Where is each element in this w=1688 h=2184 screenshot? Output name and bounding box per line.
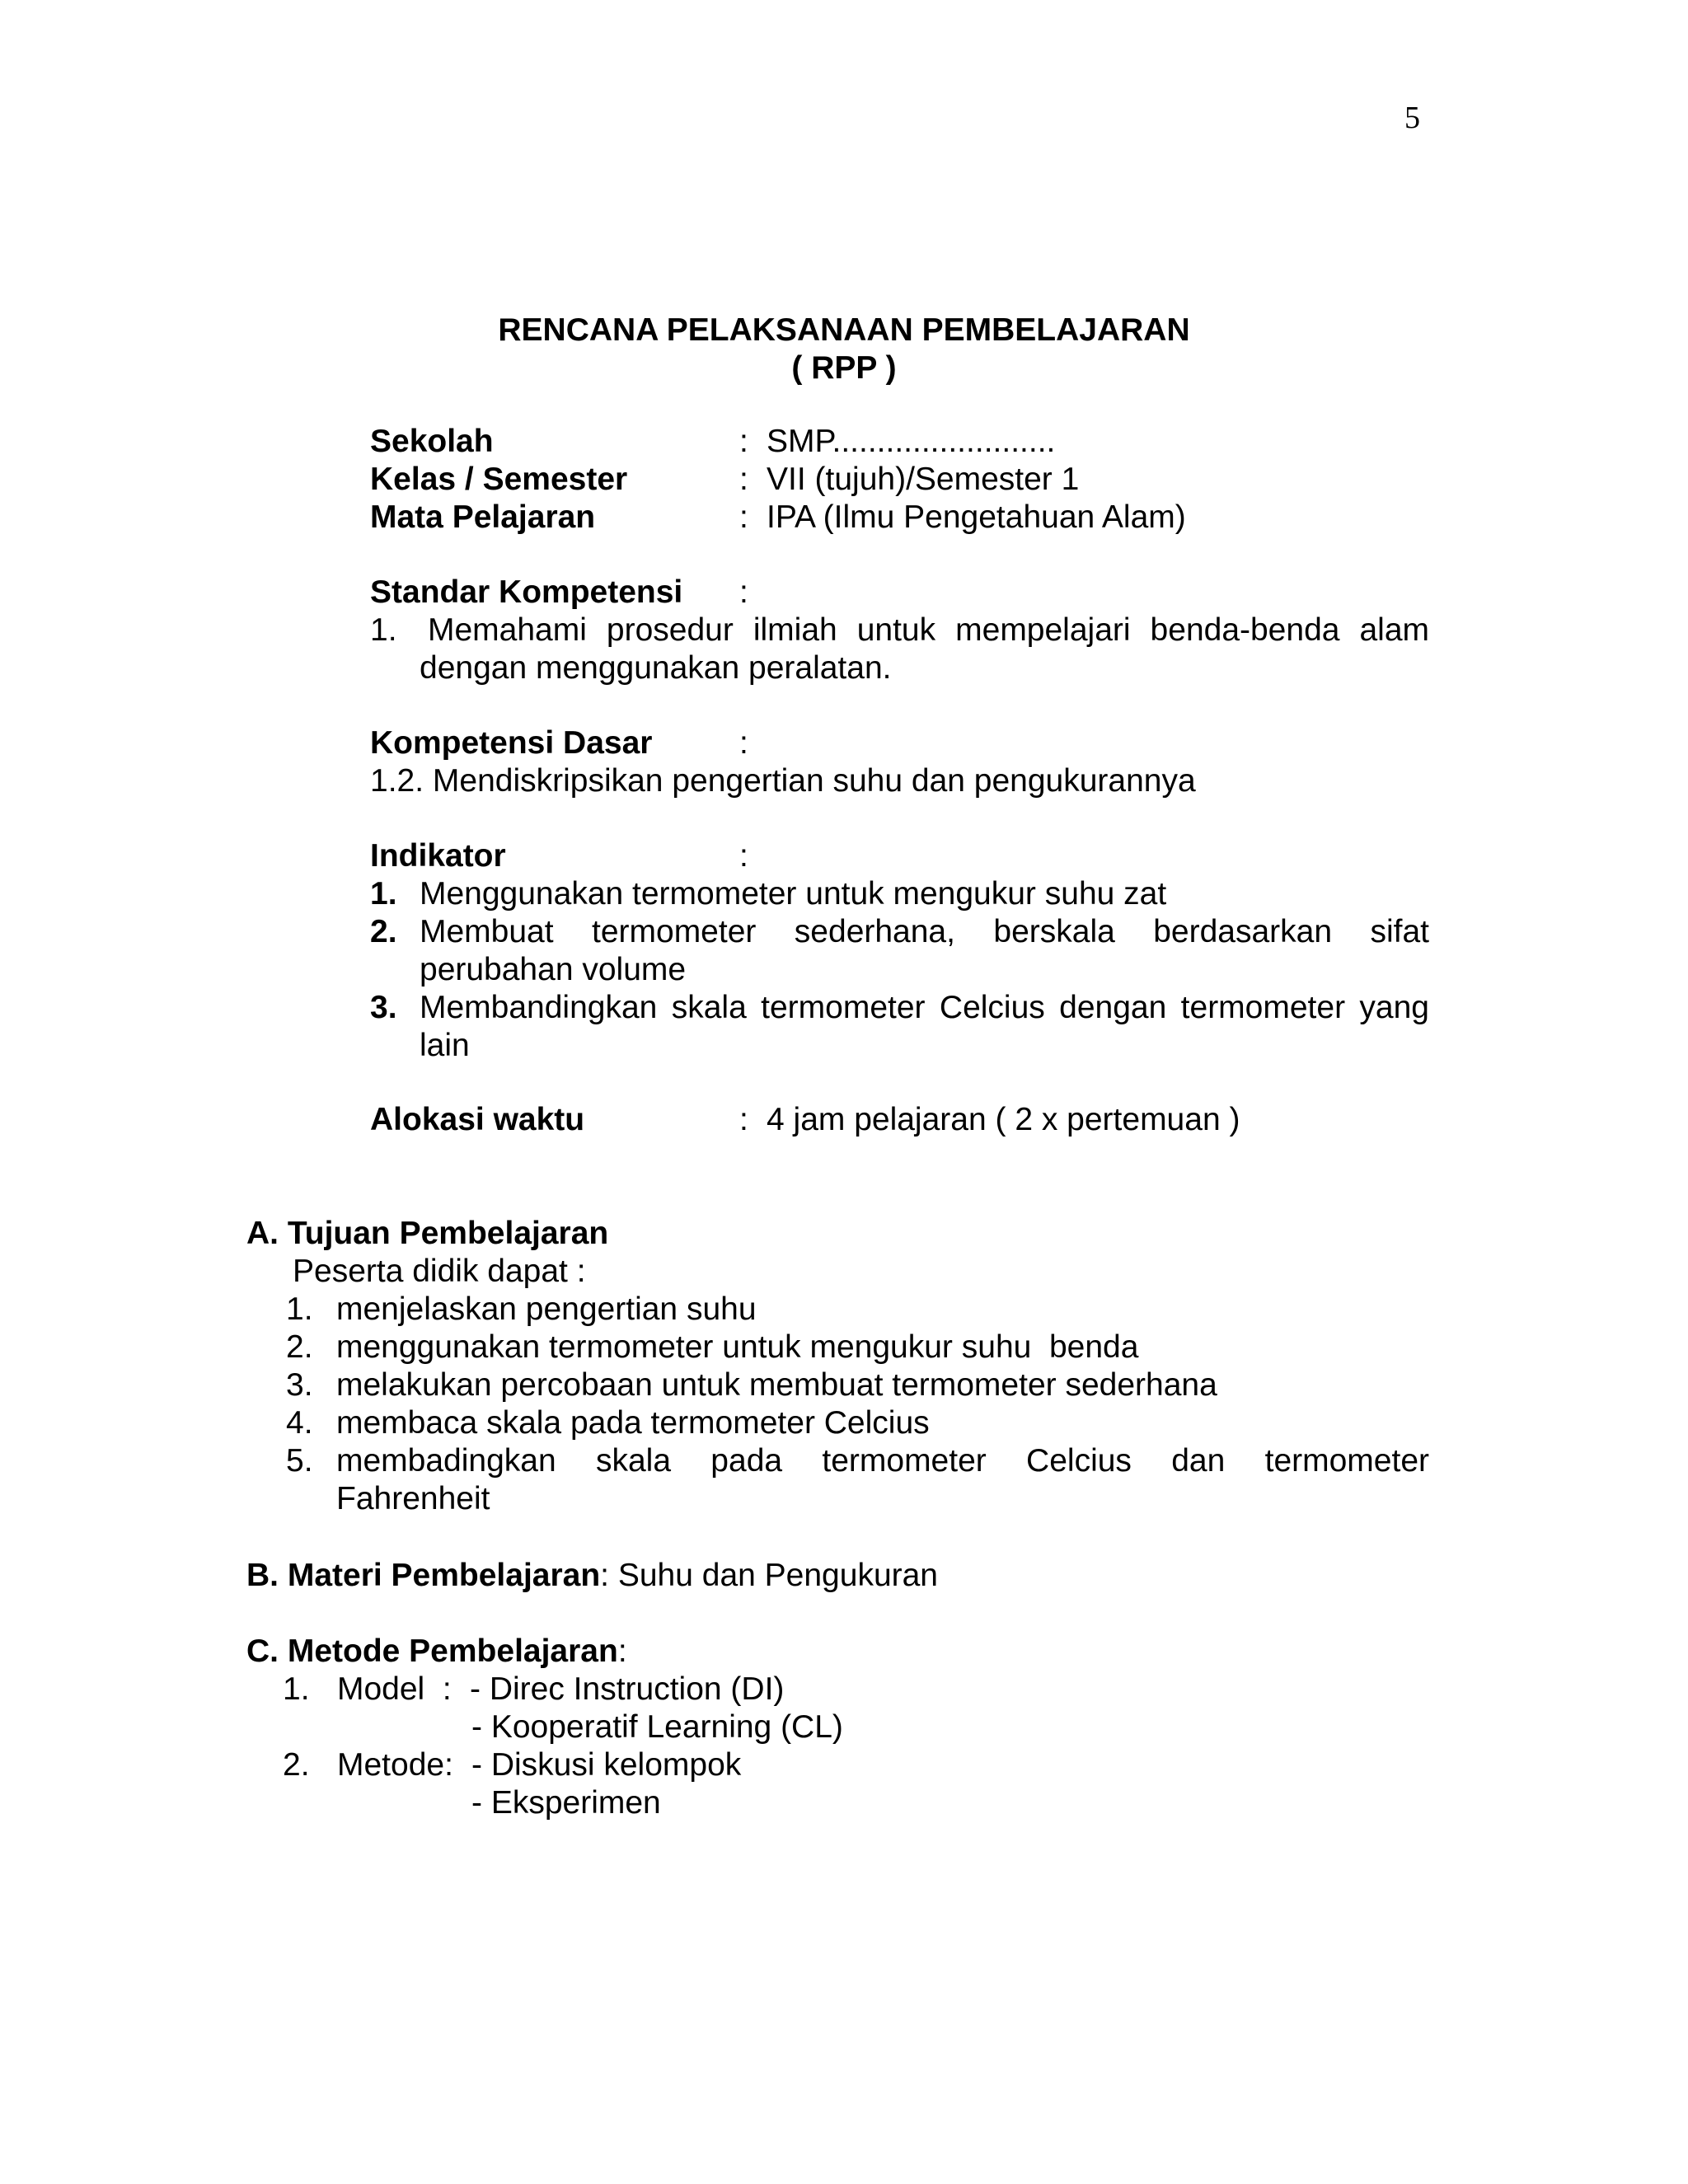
list-number: 4. bbox=[286, 1405, 313, 1441]
list-number: 2. bbox=[283, 1747, 310, 1783]
kompetensi-dasar-text: 1.2. Mendiskripsikan pengertian suhu dan pengukurannya bbox=[370, 763, 1196, 799]
list-item: melakukan percobaan untuk membuat termometer sederhana bbox=[336, 1367, 1217, 1403]
document-title bbox=[0, 312, 1688, 387]
list-number: 5. bbox=[286, 1443, 313, 1479]
method-value: - Kooperatif Learning (CL) bbox=[471, 1709, 843, 1745]
section-c-colon: : bbox=[617, 1633, 627, 1669]
identity-label: Sekolah bbox=[370, 424, 494, 459]
method-value: - Diskusi kelompok bbox=[471, 1747, 742, 1783]
section-a-intro: Peserta didik dapat : bbox=[293, 1254, 586, 1289]
list-item-continuation: lain bbox=[420, 1028, 470, 1063]
method-value: - Direc Instruction (DI) bbox=[470, 1671, 785, 1707]
identity-value: IPA (Ilmu Pengetahuan Alam) bbox=[767, 499, 1186, 535]
list-number: 3. bbox=[370, 990, 397, 1025]
section-label: Standar Kompetensi bbox=[370, 574, 683, 610]
identity-row-class bbox=[370, 461, 1429, 499]
section-label: Indikator bbox=[370, 838, 506, 874]
section-colon: : bbox=[739, 574, 748, 610]
standar-kompetensi-line-1: Memahami prosedur ilmiah untuk mempelajari benda-benda alam bbox=[428, 612, 1429, 648]
title-line-2: ( RPP ) bbox=[791, 350, 897, 386]
list-number: 1. bbox=[283, 1671, 310, 1707]
list-number: 2. bbox=[286, 1329, 313, 1365]
identity-label: Mata Pelajaran bbox=[370, 499, 596, 535]
section-colon: : bbox=[739, 1102, 748, 1137]
section-heading bbox=[246, 1633, 627, 1671]
list-item: membadingkan skala pada termometer Celcius dan termometer bbox=[336, 1443, 1429, 1479]
section-b-text: : Suhu dan Pengukuran bbox=[600, 1558, 938, 1593]
list-number: 1. bbox=[370, 612, 397, 648]
section-a-heading: A. Tujuan Pembelajaran bbox=[246, 1216, 609, 1251]
list-item-continuation: Fahrenheit bbox=[336, 1481, 490, 1516]
list-item-continuation: perubahan volume bbox=[420, 952, 687, 987]
page-number: 5 bbox=[1404, 101, 1420, 135]
section-colon: : bbox=[739, 838, 748, 874]
section-colon: : bbox=[739, 725, 748, 761]
list-number: 1. bbox=[286, 1291, 313, 1327]
list-number: 1. bbox=[370, 876, 397, 912]
identity-colon: : bbox=[739, 424, 748, 459]
method-value: - Eksperimen bbox=[471, 1785, 661, 1821]
identity-row-school bbox=[370, 423, 1429, 461]
identity-row-subject bbox=[370, 499, 1429, 537]
identity-value: VII (tujuh)/Semester 1 bbox=[767, 462, 1080, 497]
method-label: Metode: bbox=[337, 1747, 453, 1783]
identity-value: SMP......................... bbox=[767, 424, 1056, 459]
list-item: menjelaskan pengertian suhu bbox=[336, 1291, 757, 1327]
kompetensi-dasar-heading bbox=[370, 724, 1429, 762]
list-item: Membandingkan skala termometer Celcius dengan termometer yang bbox=[420, 990, 1429, 1025]
section-heading bbox=[246, 1557, 938, 1595]
section-c-heading: C. Metode Pembelajaran bbox=[246, 1633, 618, 1669]
list-number: 2. bbox=[370, 914, 397, 949]
method-label: Model : bbox=[337, 1671, 452, 1707]
section-b-heading: B. Materi Pembelajaran bbox=[246, 1558, 601, 1593]
standar-kompetensi-line-2: dengan menggunakan peralatan. bbox=[420, 650, 892, 686]
indikator-heading bbox=[370, 837, 1429, 875]
list-item: Menggunakan termometer untuk mengukur suhu zat bbox=[420, 876, 1167, 912]
identity-colon: : bbox=[739, 462, 748, 497]
section-label: Kompetensi Dasar bbox=[370, 725, 653, 761]
list-number: 3. bbox=[286, 1367, 313, 1403]
alokasi-value: 4 jam pelajaran ( 2 x pertemuan ) bbox=[767, 1102, 1240, 1137]
alokasi-row bbox=[370, 1101, 1429, 1139]
section-heading bbox=[246, 1215, 608, 1253]
identity-label: Kelas / Semester bbox=[370, 462, 628, 497]
list-item: Membuat termometer sederhana, berskala berdasarkan sifat bbox=[420, 914, 1429, 949]
list-item: menggunakan termometer untuk mengukur suhu benda bbox=[336, 1329, 1139, 1365]
identity-colon: : bbox=[739, 499, 748, 535]
title-line-1: RENCANA PELAKSANAAN PEMBELAJARAN bbox=[498, 312, 1190, 348]
standar-kompetensi-heading bbox=[370, 574, 1429, 612]
list-item: membaca skala pada termometer Celcius bbox=[336, 1405, 930, 1441]
section-label: Alokasi waktu bbox=[370, 1102, 585, 1137]
